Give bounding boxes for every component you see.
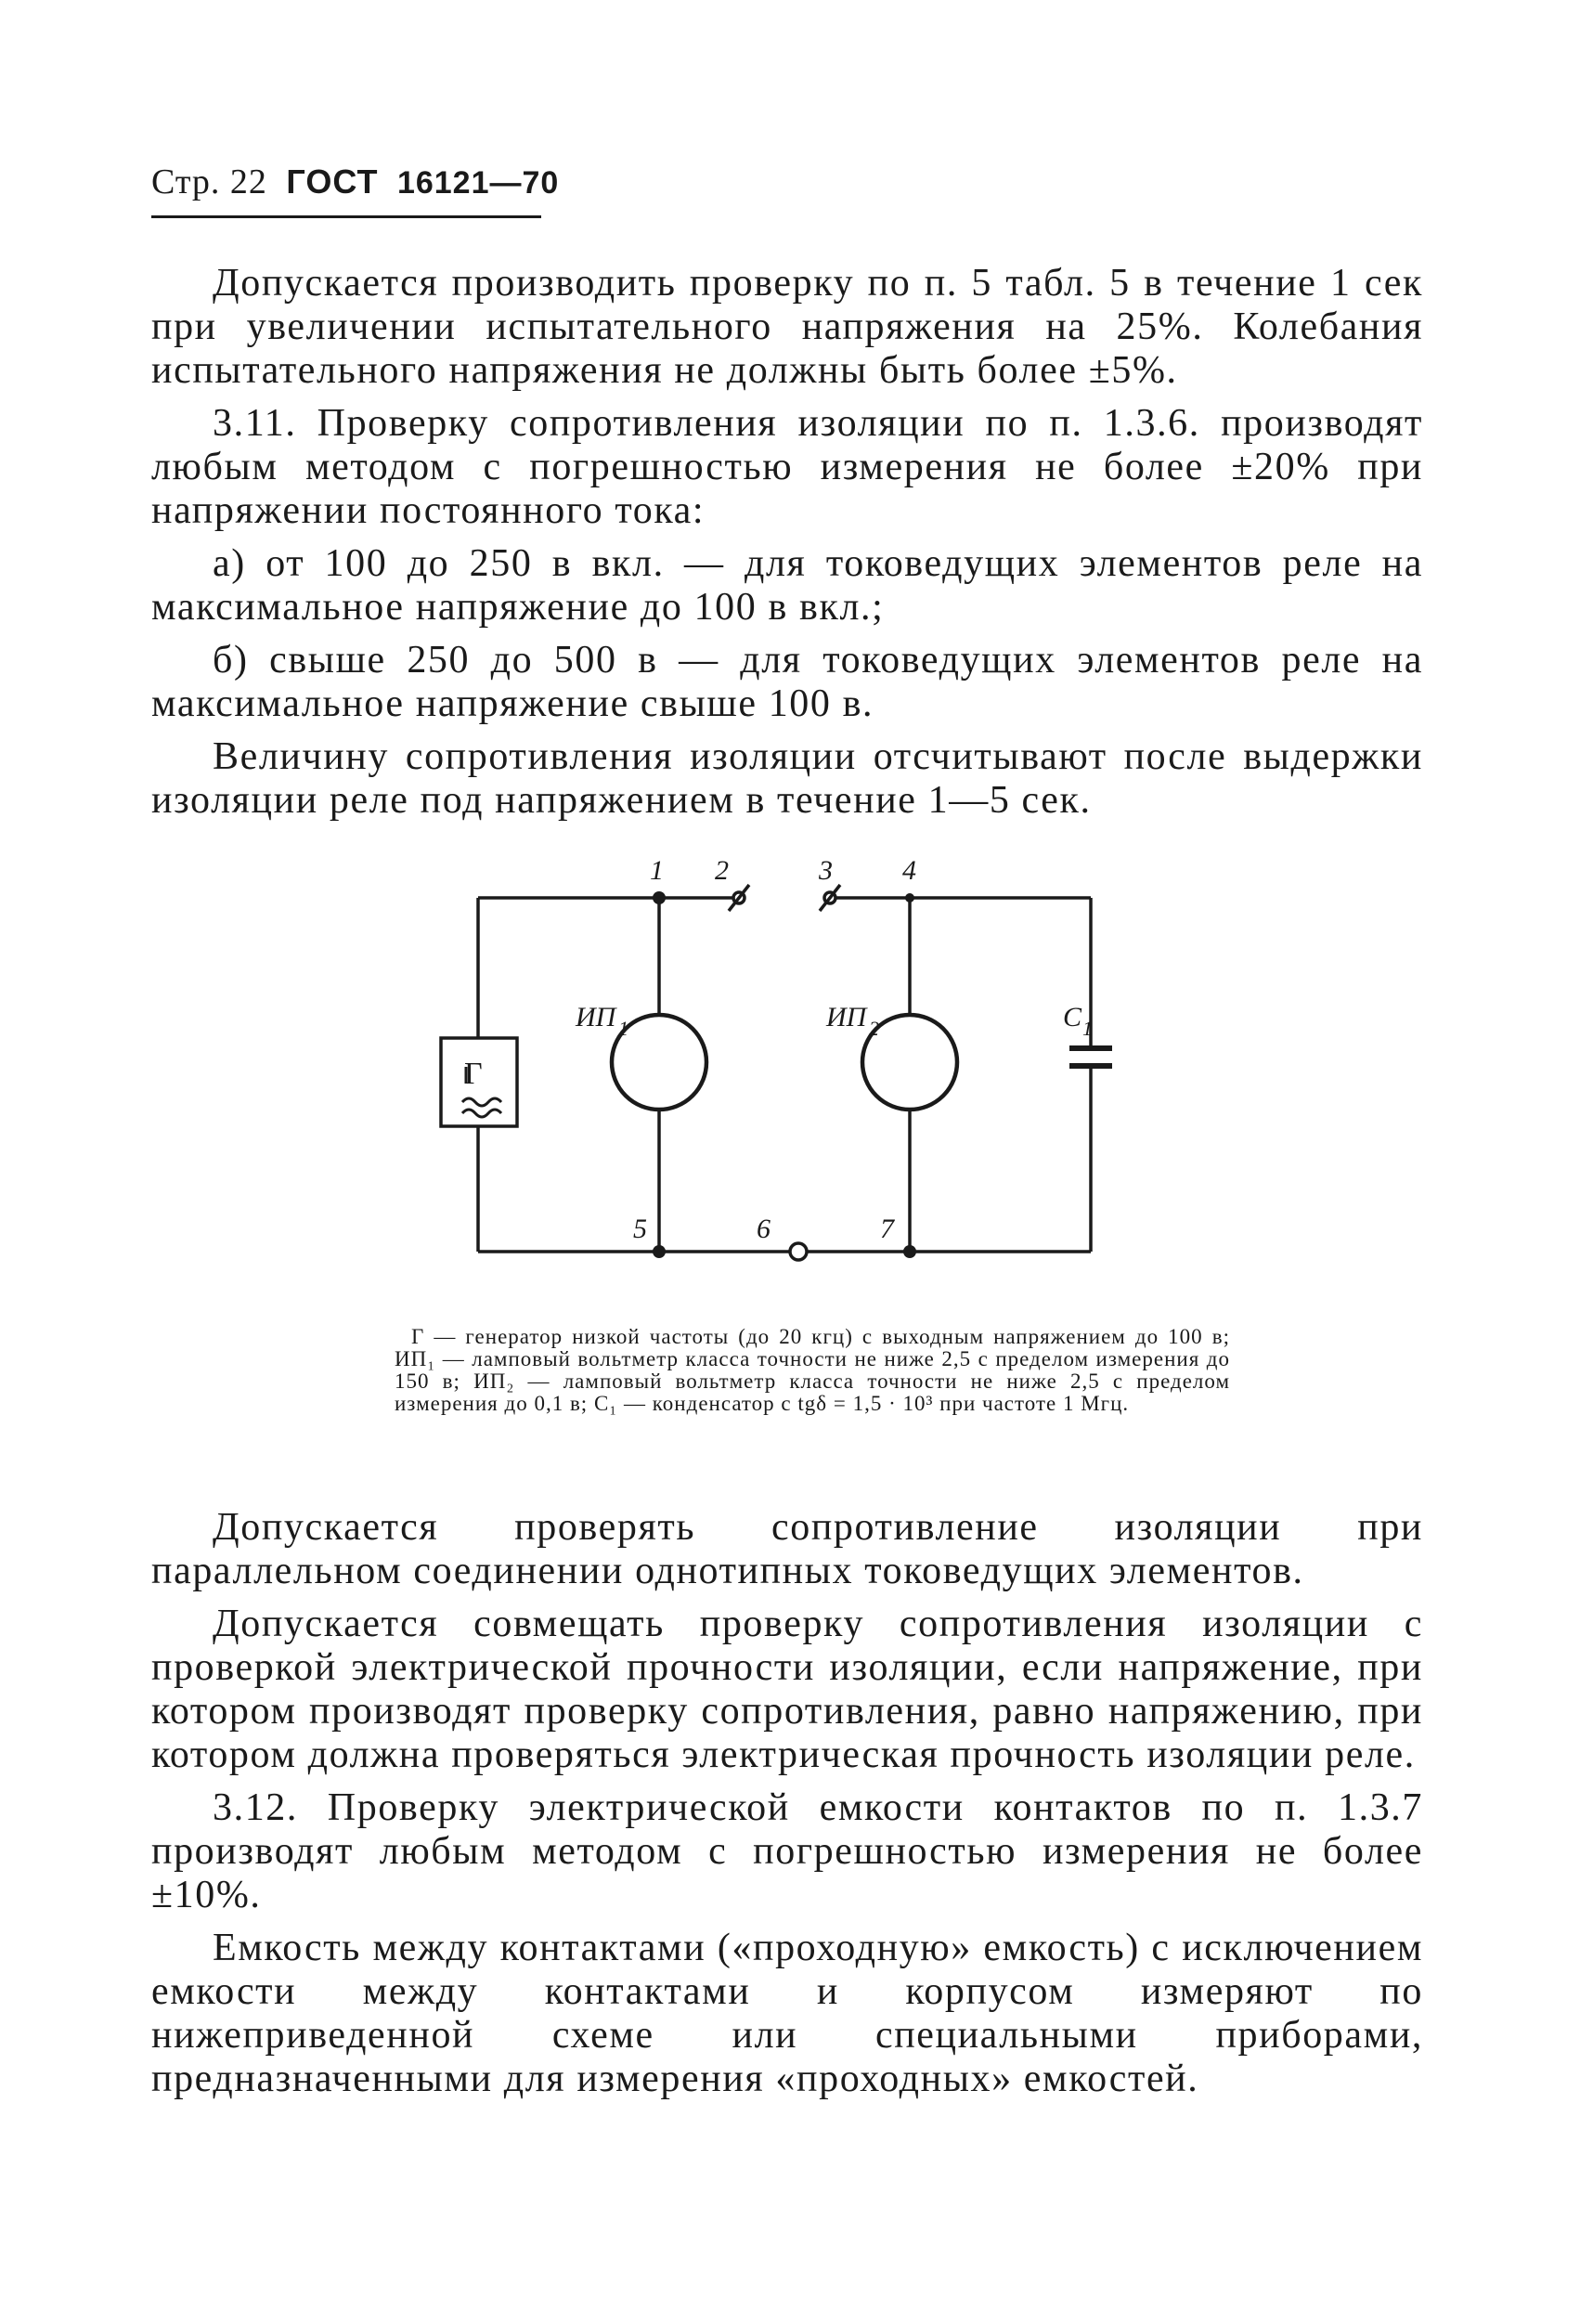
bottom-text-block xyxy=(151,1506,1423,2101)
node-label-7: 7 xyxy=(880,1214,894,1244)
meter2-subscript: 2 xyxy=(869,1017,879,1040)
terminal-6 xyxy=(790,1243,807,1260)
node-label-1: 1 xyxy=(650,855,664,886)
gost-label: ГОСТ xyxy=(286,162,379,201)
page-number: Стр. 22 xyxy=(151,162,267,201)
junction-7 xyxy=(903,1245,916,1258)
node-label-5: 5 xyxy=(633,1214,647,1244)
paragraph: Емкость между контактами («проходную» емкость) с исключением емкости между контактами и корпусом измеряют по нижеприведенной схеме или специальными приборами, предназначенными для измерения «проходных» емкостей. xyxy=(151,1927,1423,2100)
paragraph: 3.12. Проверку электрической емкости контактов по п. 1.3.7 производят любым методом с погрешностью измерения не более ±10%. xyxy=(151,1786,1423,1916)
page-header xyxy=(151,162,559,202)
meter1-subscript: 1 xyxy=(618,1017,628,1040)
node-label-6: 6 xyxy=(757,1214,771,1244)
wave-line xyxy=(462,1110,501,1117)
junction-4 xyxy=(905,893,914,902)
paragraph: б) свыше 250 до 500 в — для токоведущих элементов реле на максимальное напряжение свыше 100 в. xyxy=(151,639,1423,725)
paragraph: 3.11. Проверку сопротивления изоляции по п. 1.3.6. производят любым методом с погрешностью измерения не более ±20% при напряжении постоянного тока: xyxy=(151,402,1423,532)
generator-label: Г xyxy=(464,1057,483,1091)
paragraph: Величину сопротивления изоляции отсчитывают после выдержки изоляции реле под напряжением в течение 1—5 сек. xyxy=(151,735,1423,822)
paragraph: Допускается проверять сопротивление изоляции при параллельном соединении однотипных токоведущих элементов. xyxy=(151,1506,1423,1592)
paragraph: Допускается производить проверку по п. 5 табл. 5 в течение 1 сек при увеличении испытательного напряжения на 25%. Колебания испытательного напряжения не должны быть более ±5%. xyxy=(151,262,1423,392)
node-label-4: 4 xyxy=(902,855,916,886)
node-label-2: 2 xyxy=(715,855,729,886)
capacitor-label: C xyxy=(1063,1002,1082,1032)
figure-caption xyxy=(395,1326,1230,1415)
capacitor-plate xyxy=(1069,1045,1112,1051)
paragraph: а) от 100 до 250 в вкл. — для токоведущих элементов реле на максимальное напряжение до 100 в вкл.; xyxy=(151,542,1423,629)
meter1-label: ИП xyxy=(576,1002,616,1032)
paragraph: Допускается совмещать проверку сопротивления изоляции с проверкой электрической прочности изоляции, если напряжение, при котором производят проверку сопротивления, равно напряжению, при котором должна проверяться электрическая прочность изоляции реле. xyxy=(151,1603,1423,1776)
gost-number: 16121—70 xyxy=(396,165,560,201)
junction-1 xyxy=(653,891,666,904)
top-text-block xyxy=(151,262,1423,823)
wave-line xyxy=(462,1098,501,1106)
junction-5 xyxy=(653,1245,666,1258)
node-label-3: 3 xyxy=(819,855,833,886)
circuit-diagram xyxy=(408,840,1133,1281)
capacitor-plate xyxy=(1069,1063,1112,1069)
capacitor-subscript: 1 xyxy=(1082,1017,1093,1040)
header-rule xyxy=(151,215,541,218)
caption-text: Г — генератор низкой частоты (до 20 кгц) с выходным напряжением до 100 в; ИП₁ — ламповый вольтметр класса точности не ниже 2,5 с пределом измерения до 150 в; ИП₂ — ламповый вольтметр класса точности не ниже 2,5 с пределом измерения до 0,1 в; C₁ — конденсатор с tgδ = 1,5 · 10³ при частоте 1 Мгц. xyxy=(395,1325,1230,1415)
meter2-label: ИП xyxy=(826,1002,867,1032)
